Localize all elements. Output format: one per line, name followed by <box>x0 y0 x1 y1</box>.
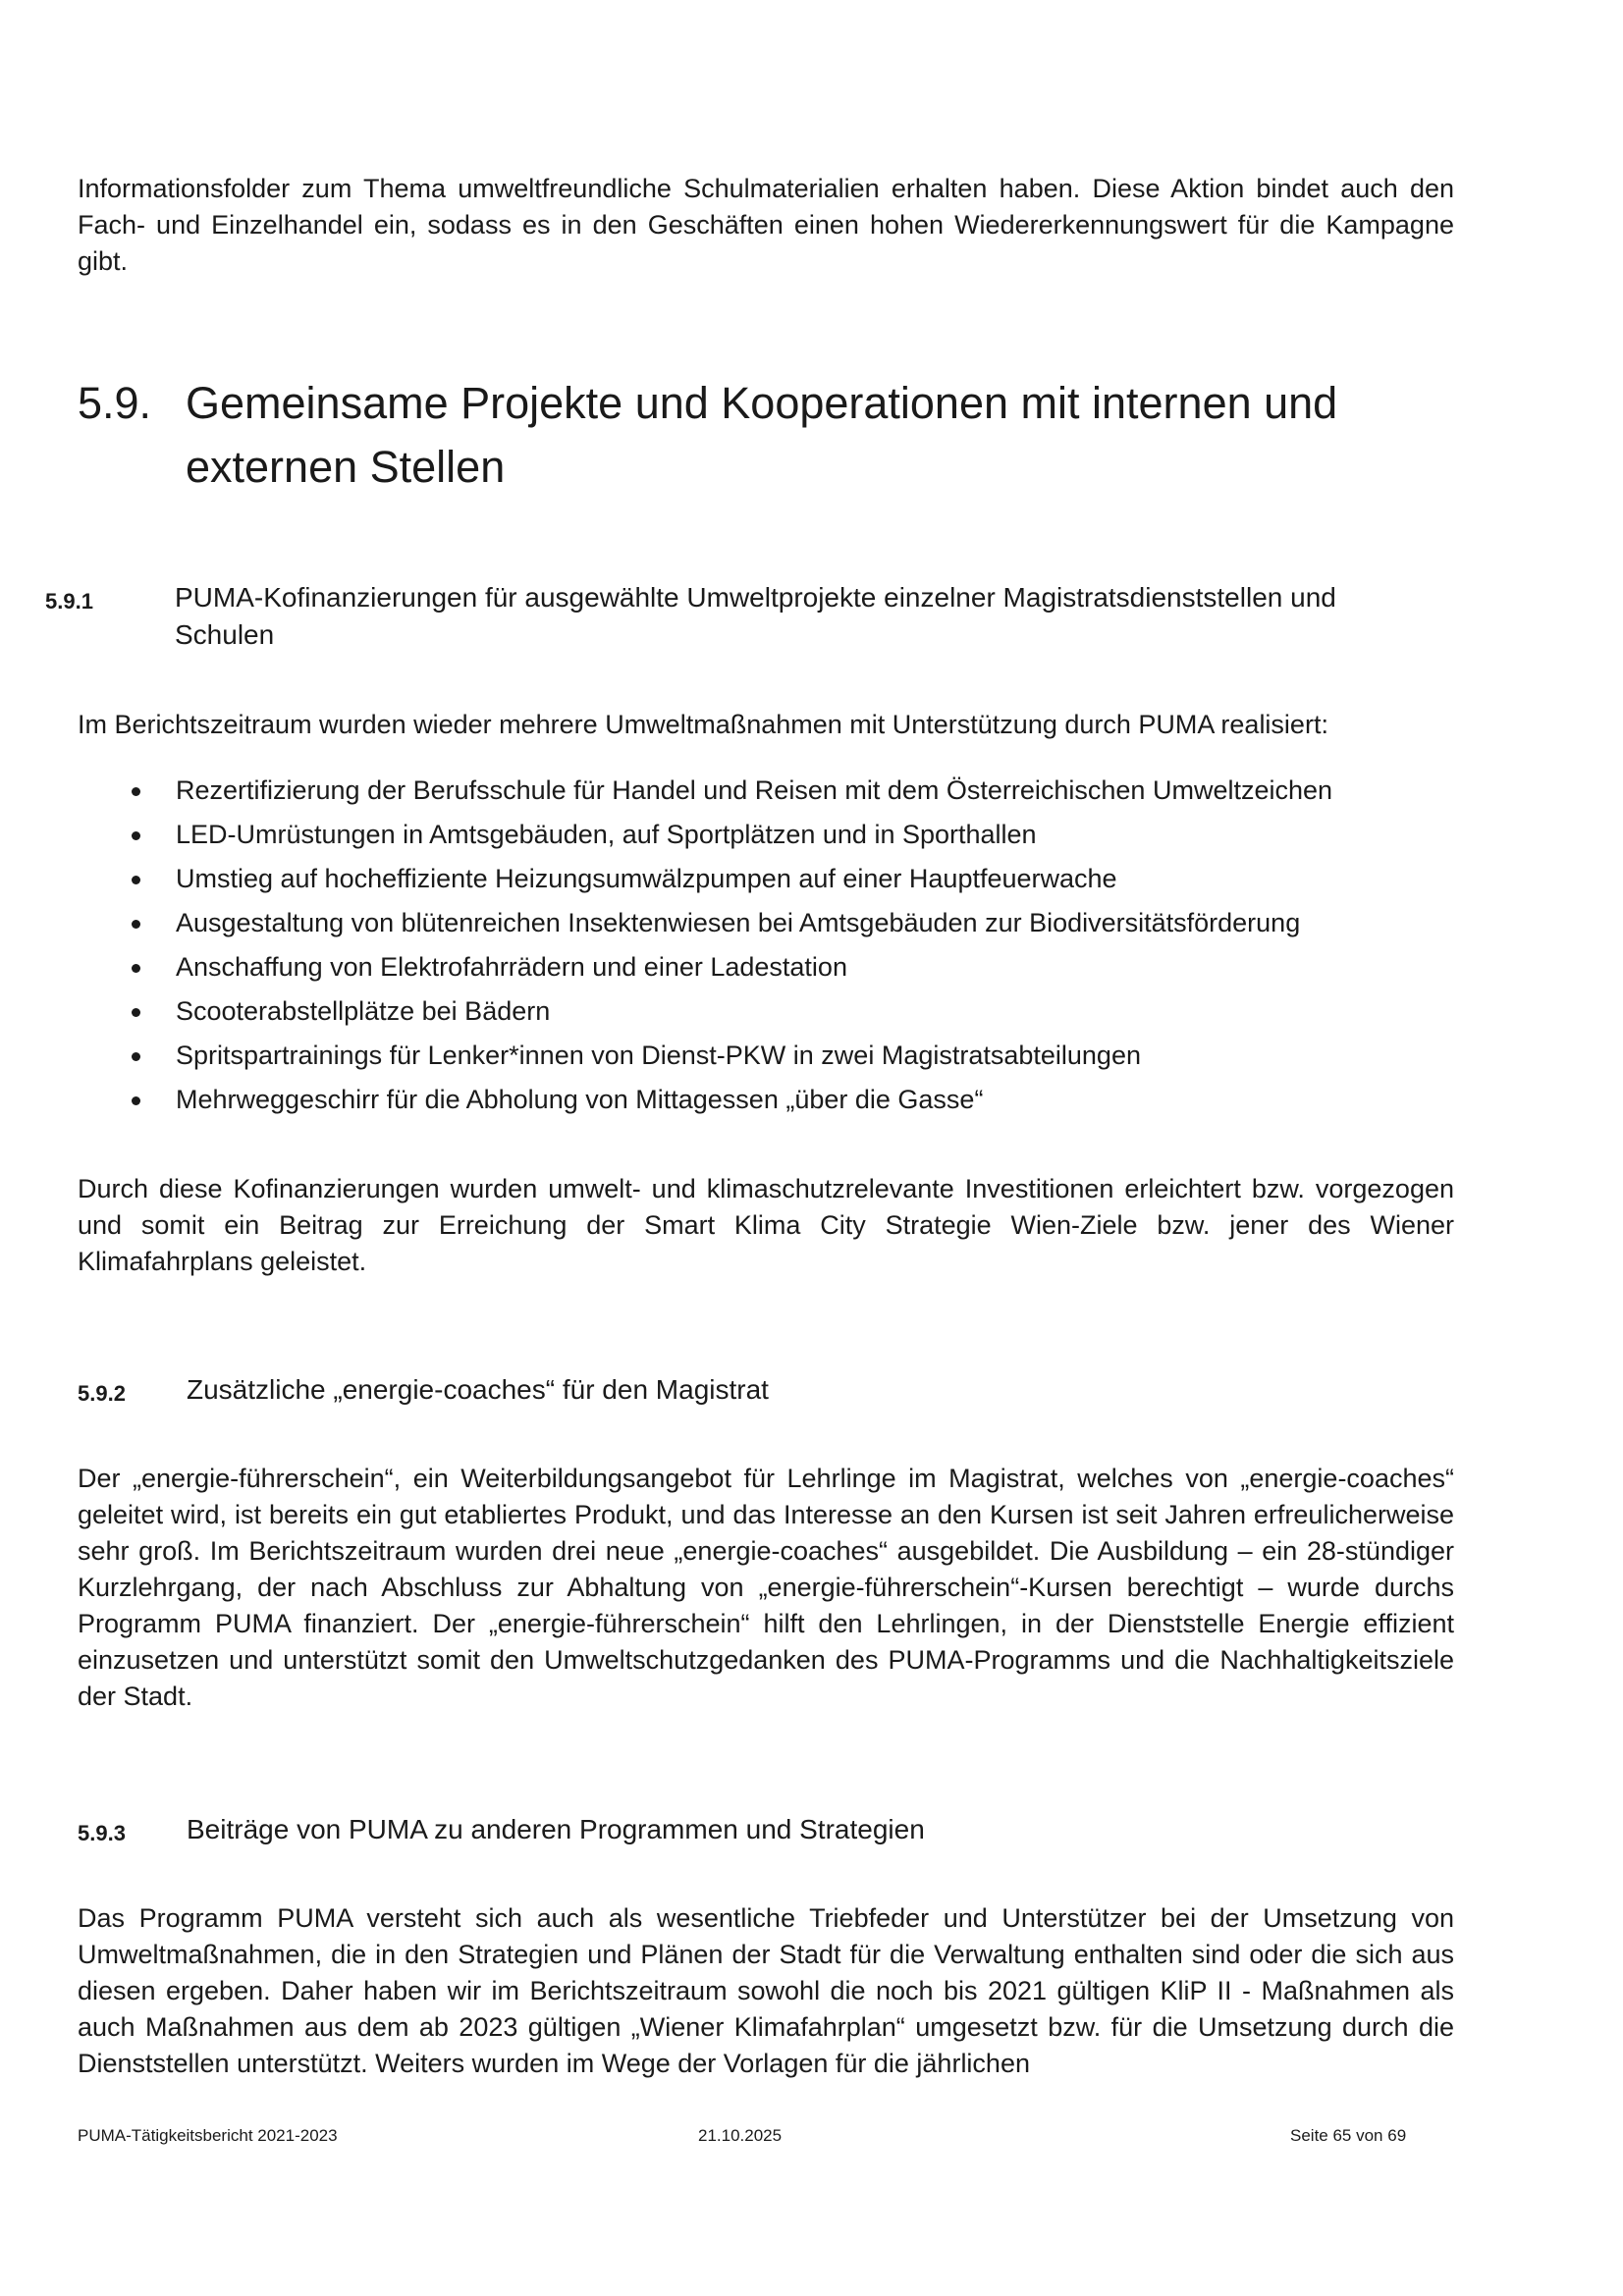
subsection-number-3: 5.9.3 <box>78 1821 126 1845</box>
bullet-icon <box>132 1052 140 1061</box>
intro-paragraph: Informationsfolder zum Thema umweltfreundliche Schulmaterialien erhalten haben. Diese Aktion bindet auch den Fach- und Einzelhandel ein, sodass es in den Geschäften einen hohen Wiedererkennungswert für die Kampagne gibt. <box>78 174 1454 276</box>
bullet-icon <box>132 787 140 796</box>
bullet-icon <box>132 920 140 929</box>
section-title: Gemeinsame Projekte und Kooperationen mit internen und externen Stellen <box>186 378 1338 492</box>
bullet-icon <box>132 876 140 884</box>
list-item: Mehrweggeschirr für die Abholung von Mittagessen „über die Gasse“ <box>78 1078 1472 1122</box>
bullet-icon <box>132 964 140 973</box>
bullet-icon <box>132 1008 140 1017</box>
list-item: Scooterabstellplätze bei Bädern <box>78 989 1472 1034</box>
section-number: 5.9. <box>78 378 152 428</box>
footer-date: 21.10.2025 <box>698 2126 783 2145</box>
list-item: LED-Umrüstungen in Amtsgebäuden, auf Sportplätzen und in Sporthallen <box>78 813 1472 857</box>
subsection-title-1: PUMA-Kofinanzierungen für ausgewählte Umweltprojekte einzelner Magistratsdienststellen und Schulen <box>175 582 1336 650</box>
list-item: Anschaffung von Elektrofahrrädern und einer Ladestation <box>78 945 1472 989</box>
measures-list <box>78 769 1472 1122</box>
subsection-3-body: Das Programm PUMA versteht sich auch als wesentliche Triebfeder und Unterstützer bei der Umsetzung von Umweltmaßnahmen, die in den Strategien und Plänen der Stadt für die Verwaltung enthalten sind oder die sich aus diesen ergeben. Daher haben wir im Berichtszeitraum sowohl die noch bis 2021 gültigen KliP II - Maßnahmen als auch Maßnahmen aus dem ab 2023 gültigen „Wiener Klimafahrplan“ umgesetzt bzw. für die Umsetzung durch die Dienststellen unterstützt. Weiters wurden im Wege der Vorlagen für die jährlichen <box>78 1903 1454 2078</box>
subsection-number-1: 5.9.1 <box>45 589 93 614</box>
bullet-icon <box>132 1096 140 1105</box>
subsection-title-2: Zusätzliche „energie-coaches“ für den Magistrat <box>187 1374 769 1405</box>
list-item: Ausgestaltung von blütenreichen Insektenwiesen bei Amtsgebäuden zur Biodiversitätsförderung <box>78 901 1472 945</box>
list-item: Spritspartrainings für Lenker*innen von Dienst-PKW in zwei Magistratsabteilungen <box>78 1034 1472 1078</box>
subsection-2-body: Der „energie-führerschein“, ein Weiterbildungsangebot für Lehrlinge im Magistrat, welches von „energie-coaches“ geleitet wird, ist bereits ein gut etabliertes Produkt, und das Interesse an den Kursen ist seit Jahren erfreulicherweise sehr groß. Im Berichtszeitraum wurden drei neue „energie-coaches“ ausgebildet. Die Ausbildung – ein 28-stündiger Kurzlehrgang, der nach Abschluss zur Abhaltung von „energie-führerschein“-Kursen berechtigt – wurde durchs Programm PUMA finanziert. Der „energie-führerschein“ hilft den Lehrlingen, in der Dienststelle Energie effizient einzusetzen und unterstützt somit den Umweltschutzgedanken des PUMA-Programms und die Nachhaltigkeitsziele der Stadt. <box>78 1464 1454 1711</box>
subsection-1-lead: Im Berichtszeitraum wurden wieder mehrere Umweltmaßnahmen mit Unterstützung durch PUMA realisiert: <box>78 710 1328 739</box>
list-item: Umstieg auf hocheffiziente Heizungsumwälzpumpen auf einer Hauptfeuerwache <box>78 857 1472 901</box>
subsection-title-3: Beiträge von PUMA zu anderen Programmen und Strategien <box>187 1814 925 1844</box>
bullet-icon <box>132 831 140 840</box>
footer-document-title: PUMA-Tätigkeitsbericht 2021-2023 <box>78 2126 338 2145</box>
subsection-number-2: 5.9.2 <box>78 1381 126 1406</box>
subsection-1-closing: Durch diese Kofinanzierungen wurden umwelt- und klimaschutzrelevante Investitionen erleichtert bzw. vorgezogen und somit ein Beitrag zur Erreichung der Smart Klima City Strategie Wien-Ziele bzw. jener des Wiener Klimafahrplans geleistet. <box>78 1174 1454 1276</box>
footer-page-number: Seite 65 von 69 <box>1290 2126 1407 2145</box>
list-item: Rezertifizierung der Berufsschule für Handel und Reisen mit dem Österreichischen Umweltzeichen <box>78 769 1472 813</box>
